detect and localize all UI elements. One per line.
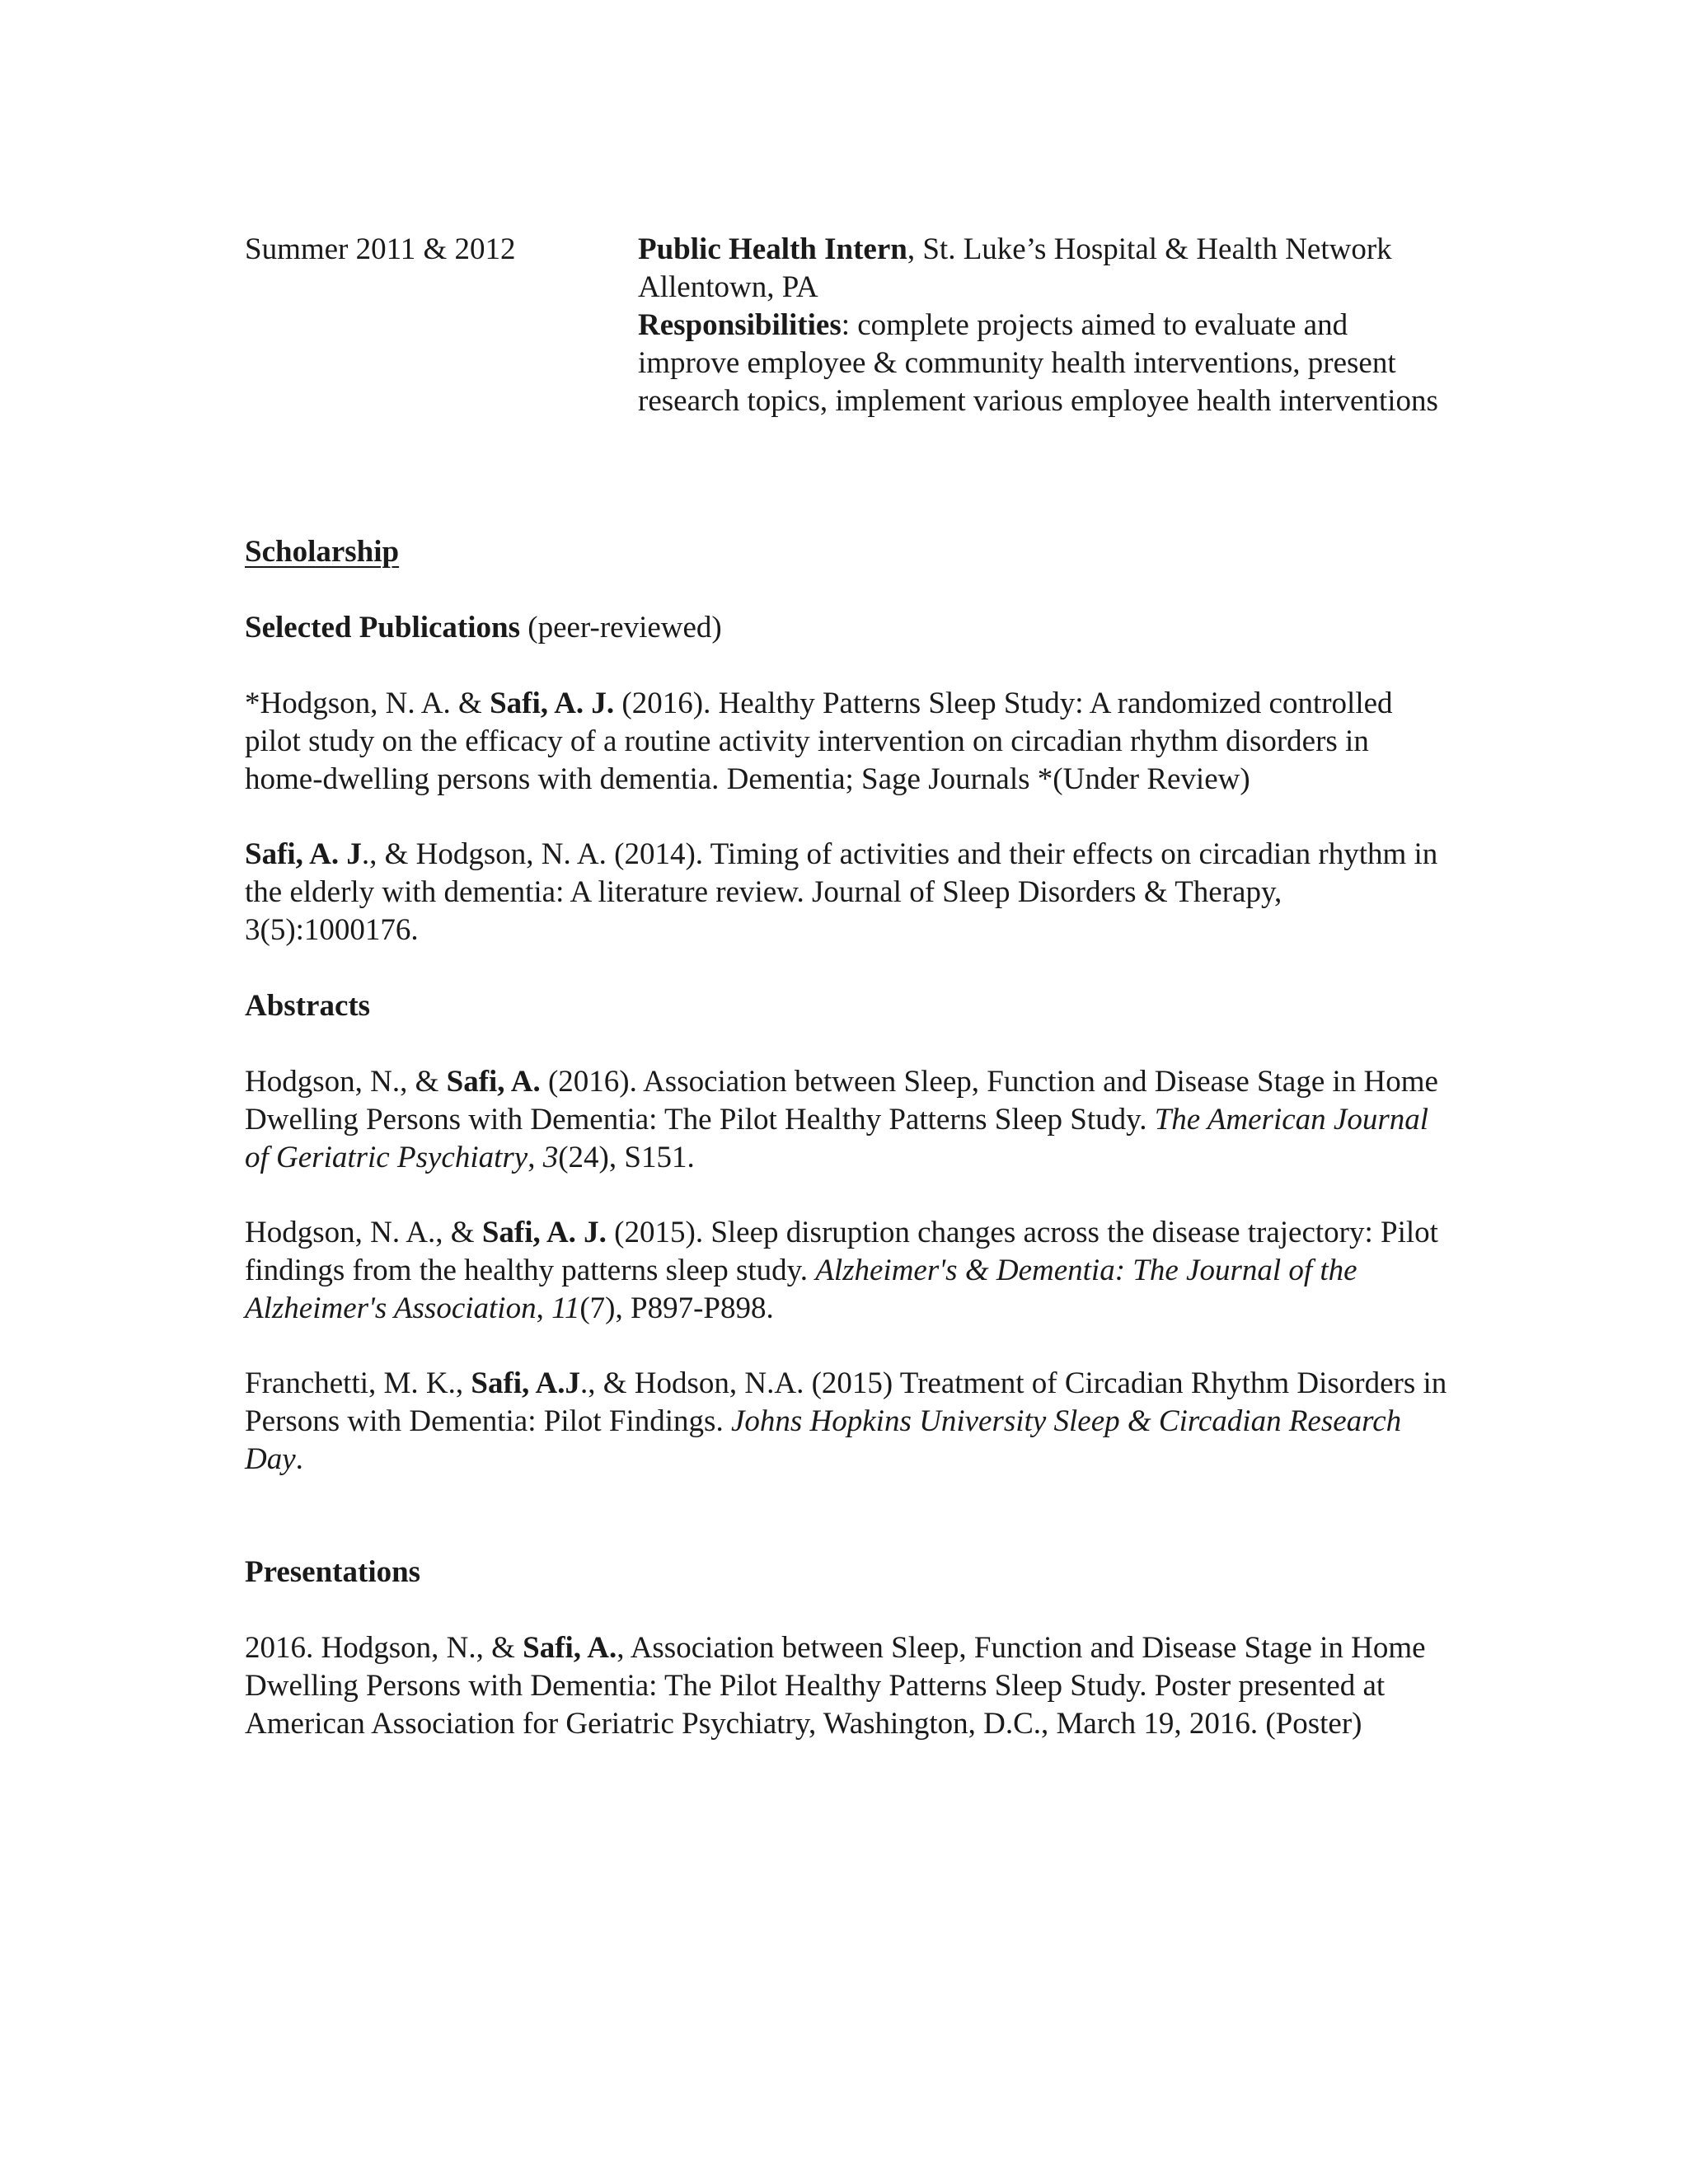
citation-volume: 3 — [542, 1141, 559, 1174]
citation-text: ., & Hodgson, N. A. (2014). Timing of activities and their effects on circadian rhythm in the elderly with dementia: A literature review. Journal of Sleep Disorders & Therapy, 3(5):1000176. — [245, 837, 1438, 947]
experience-date: Summer 2011 & 2012 — [245, 232, 516, 266]
scholarship-heading: Scholarship — [245, 535, 400, 569]
citation-pages: . — [295, 1442, 303, 1476]
citation-highlight-author: Safi, A. J — [245, 837, 362, 871]
citation-authors: Hodgson, N. A., & — [245, 1216, 482, 1249]
responsibilities-text: : complete projects aimed to evaluate and improve employee & community health interventions, present research topics, implement various employee health interventions — [638, 308, 1438, 418]
citation-pages: (7), P897-P898. — [579, 1291, 774, 1325]
citation-journal: The American Journal of Geriatric Psychiatry — [245, 1103, 1428, 1174]
citation-authors: Franchetti, M. K., — [245, 1366, 471, 1400]
responsibilities-label: Responsibilities — [638, 308, 842, 342]
citation-separator: , — [536, 1291, 552, 1325]
publication-entry — [245, 685, 1448, 799]
publications-heading-label: Selected Publications — [245, 611, 521, 644]
experience-description — [638, 231, 1448, 420]
citation-text: , Association between Sleep, Function and Disease Stage in Home Dwelling Persons with Dementia: The Pilot Healthy Patterns Sleep Study. Poster presented at American Association for Geriatric Psychiatry, Washington, D.C., March 19, 2016. (Poster) — [245, 1631, 1426, 1741]
publications-heading-note: (peer-reviewed) — [520, 611, 722, 644]
presentation-entry — [245, 1629, 1448, 1743]
citation-separator: , — [528, 1141, 543, 1174]
cv-page — [245, 231, 1448, 1743]
citation-highlight-author: Safi, A. J. — [490, 687, 615, 720]
abstracts-heading: Abstracts — [245, 989, 371, 1023]
abstract-entry — [245, 1214, 1448, 1328]
abstract-entry — [245, 1365, 1448, 1479]
citation-authors: Hodgson, N., & — [245, 1065, 447, 1099]
citation-pages: (24), S151. — [558, 1141, 695, 1174]
citation-text: (2015). Sleep disruption changes across the disease trajectory: Pilot findings from the healthy patterns sleep study. — [245, 1216, 1438, 1287]
citation-journal: Johns Hopkins University Sleep & Circadian Research Day — [245, 1404, 1402, 1476]
citation-highlight-author: Safi, A. J. — [481, 1216, 607, 1249]
experience-org: , St. Luke’s Hospital & Health Network Allentown, PA — [638, 232, 1392, 304]
citation-journal: Alzheimer's & Dementia: The Journal of the Alzheimer's Association — [245, 1254, 1357, 1325]
citation-text: (2016). Association between Sleep, Function and Disease Stage in Home Dwelling Persons with Dementia: The Pilot Healthy Patterns Sleep Study. — [245, 1065, 1438, 1137]
citation-highlight-author: Safi, A. — [446, 1065, 541, 1099]
citation-text: (2016). Healthy Patterns Sleep Study: A randomized controlled pilot study on the efficacy of a routine activity intervention on circadian rhythm disorders in home-dwelling persons with dementia. Dementia; Sage Journals *(Under Review) — [245, 687, 1393, 796]
experience-title: Public Health Intern — [638, 232, 907, 266]
experience-entry — [245, 231, 1448, 420]
citation-volume: 11 — [551, 1291, 580, 1325]
citation-highlight-author: Safi, A. — [523, 1631, 617, 1665]
citation-authors: *Hodgson, N. A. & — [245, 687, 490, 720]
citation-highlight-author: Safi, A.J — [471, 1366, 580, 1400]
publications-heading — [245, 609, 1448, 647]
presentations-heading: Presentations — [245, 1555, 421, 1589]
abstract-entry — [245, 1063, 1448, 1177]
publication-entry — [245, 836, 1448, 949]
citation-text: ., & Hodson, N.A. (2015) Treatment of Circadian Rhythm Disorders in Persons with Dementia: Pilot Findings. — [245, 1366, 1447, 1438]
citation-authors: 2016. Hodgson, N., & — [245, 1631, 523, 1665]
